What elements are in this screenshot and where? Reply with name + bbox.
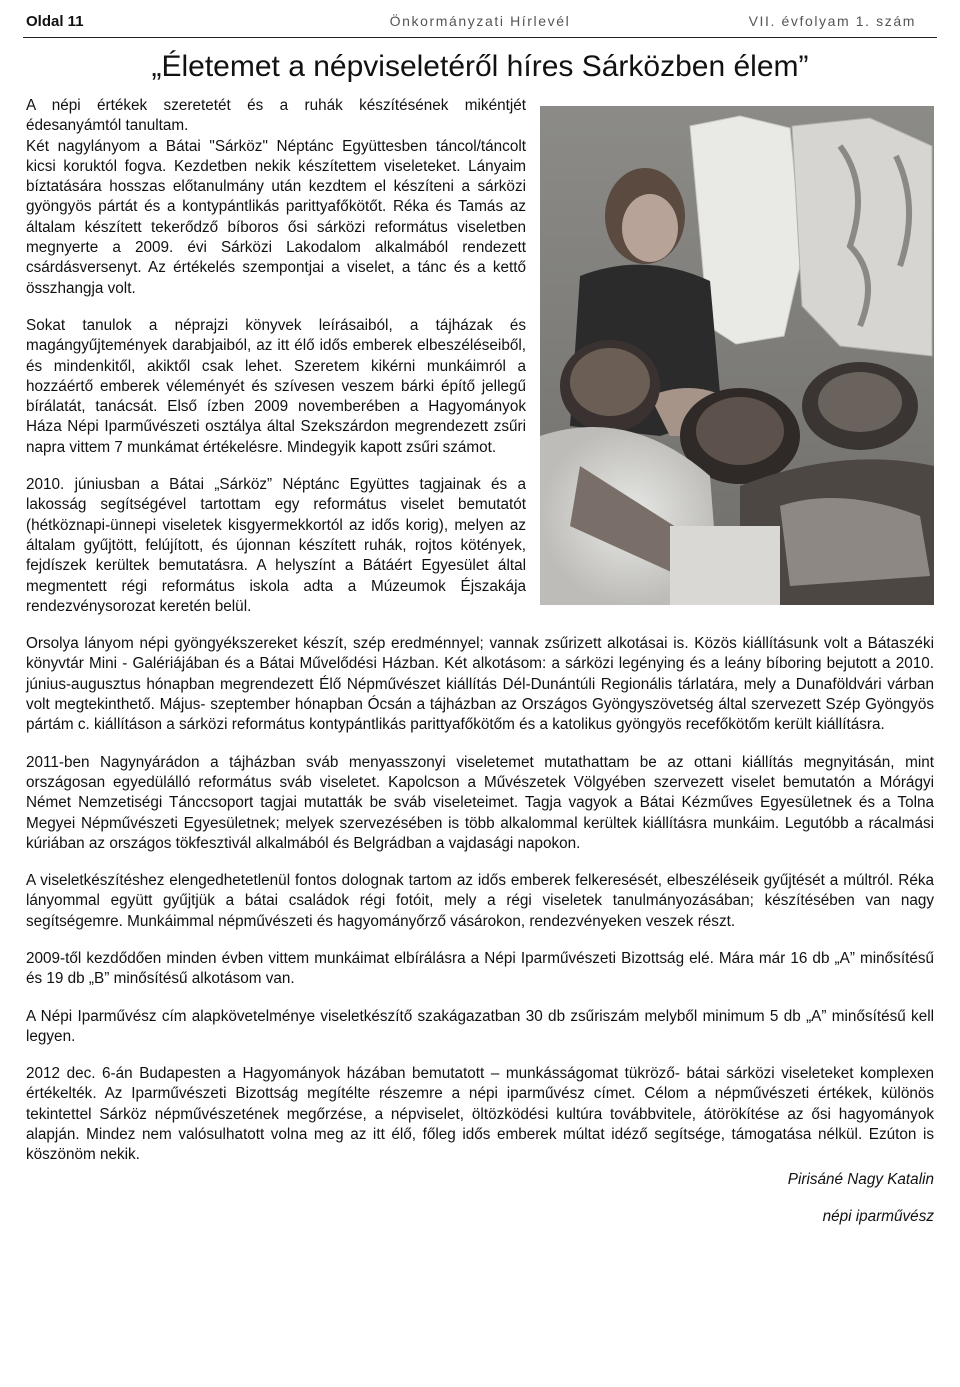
article-body (26, 96, 934, 1244)
photo-illustration (540, 106, 934, 605)
page-number: Oldal 11 (26, 13, 84, 30)
header-rule (23, 37, 937, 38)
paragraph-5: Orsolya lányom népi gyöngyékszereket készít, szép eredménnyel; vannak zsűrizett alkotásai is. Közös kiállításunk volt a Bátaszéki könyvtár Mini - Galériájában és a Bátai Művelődési Házban. Két alkotásom: a sárközi legénying és a leány bíboring bejutott a 2010. június-augusztus hónapban megrendezett Élő Népművészet kiállítás Dél-Dunántúli Regionális tárlatára, mely a Dunaföldvári várban volt megtekinthető. Május- szeptember hónapban Ócsán a tájházban az Országos Gyöngyszövetség által szervezett Szép Gyöngyös pártám c. kiállításon a sárközi református kontypántlikás parittyafőkötőm és a katolikus gyöngyös recefőkötőm került kiállításra. (26, 635, 934, 734)
paragraph-4: 2010. júniusban a Bátai „Sárköz” Néptánc Együttes tagjainak és a lakosság segítségével tartottam egy református viselet bemutatót (hétköznapi-ünnepi viseletek kisgyermekkortól az idős korig), melyen az általam gyűjtött, felújított, és újonnan készített ruhák, rojtos kötények, fejdíszek kerültek bemutatásra. A helyszínt a Bátáért Egyesület által megmentett régi református iskola adta a Múzeumok Éjszakája rendezvénysorozat keretén belül. (26, 476, 526, 615)
issue-number: VII. évfolyam 1. szám (748, 13, 916, 29)
author-role: népi iparművész (822, 1207, 934, 1225)
paragraph-9: A Népi Iparművész cím alapkövetelménye viseletkészítő szakágazatban 30 db zsűriszám melyből minimum 5 db „A” minősítésű kell legyen. (26, 1007, 934, 1045)
paragraph-1: A népi értékek szeretetét és a ruhák készítésének mikéntjét édesanyámtól tanultam. (26, 97, 526, 135)
page-header (0, 0, 960, 40)
paragraph-6: 2011-ben Nagynyárádon a tájházban sváb menyasszonyi viseletemet mutathattam be az ottani kiállítás megnyitásán, mint országosan egyedülálló református sváb viseletet. Kapolcson a Művészetek Völgyében szervezett viselet bemutatón a Mórágyi Német Nemzetiségi Tánccsoport tagjai mutatták be sváb viseleteimet. Tagja vagyok a Bátai Kézműves Egyesületnek és a Tolna Megyei Népművészeti Egyesületnek; melyek szervezésében is több alkalommal kerültek kiállításra munkáim. Legutóbb a rácalmási kúriában az országos tökfesztivál alkalmából és Belgrádban a vajdasági napokon. (26, 753, 934, 852)
article-title: „Életemet a népviseletéről híres Sárközben élem” (151, 50, 809, 83)
paragraph-7: A viseletkészítéshez elengedhetetlenül fontos dolognak tartom az idős emberek felkeresését, elbeszéléseik gyűjtését a múltról. Réka lányommal együtt gyűjtjük a bátai családok régi fotóit, mely a régi viseletek tanulmányozásában; készítésében van nagy segítségemre. Munkáimmal népművészeti és hagyományőrző vásárokon, rendezvényeken veszek részt. (26, 872, 934, 930)
article-photo (540, 106, 934, 605)
paragraph-2: Két nagylányom a Bátai "Sárköz" Néptánc Együttesben táncol/táncolt kicsi koruktól fogva. Kezdetben nekik készítettem viseleteket. Lányaim bíztatására hosszas előtanulmány után kezdtem el készíteni a sárközi gyöngyös pártát és a kontypántlikás parittyafőkötőt. Réka és Tamás az általam készített tekerődző bíboros ősi sárközi református viseletben megnyerte a 2009. évi Sárközi Lakodalom alkalmából rendezett csárdásversenyt. Az értékelés szempontjai a viselet, a tánc és a kettő összhangja volt. (26, 137, 526, 297)
paragraph-10: 2012 dec. 6-án Budapesten a Hagyományok házában bemutatott – munkásságomat tükröző- bátai sárközi viseleteket komplexen értékelték. Az Iparművészeti Bizottság megítélte részemre a népi iparművész címet. Célom a népművészeti értékek, különös tekintettel Sárköz népművészetének megőrzése, a népviselet, öltözködési kultúra továbbvitele, átörökítése az ősi hagyományok alapján. Mindez nem valósulhatott volna meg az itt élő, főleg idős emberek múltat idéző segítsége, támogatása nélkül. Ezúton is köszönöm nekik. (26, 1065, 934, 1164)
paragraph-3: Sokat tanulok a néprajzi könyvek leírásaiból, a tájházak és magángyűjtemények darabjaiból, az itt élő idős emberek elbeszéléseiből, és mindenkitől, akiktől csak lehet. Szeretem kikérni munkáimról a hozzáértő emberek véleményét és szívesen veszem bárki építő jellegű bírálatát, tanácsát. Első ízben 2009 novemberében a Hagyományok Háza Népi Iparművészeti osztálya által Szekszárdon megrendezett zsűri napra vittem 7 munkámat értékelésre. Mindegyik kapott zsűri számot. (26, 316, 526, 456)
author-name: Pirisáné Nagy Katalin (787, 1170, 934, 1188)
paragraph-8: 2009-től kezdődően minden évben vittem munkáimat elbírálásra a Népi Iparművészeti Bizottság elé. Mára már 16 db „A” minősítésű és 19 db „B” minősítésű alkotásom van. (26, 949, 934, 988)
publication-name: Önkormányzati Hírlevél (389, 13, 571, 29)
